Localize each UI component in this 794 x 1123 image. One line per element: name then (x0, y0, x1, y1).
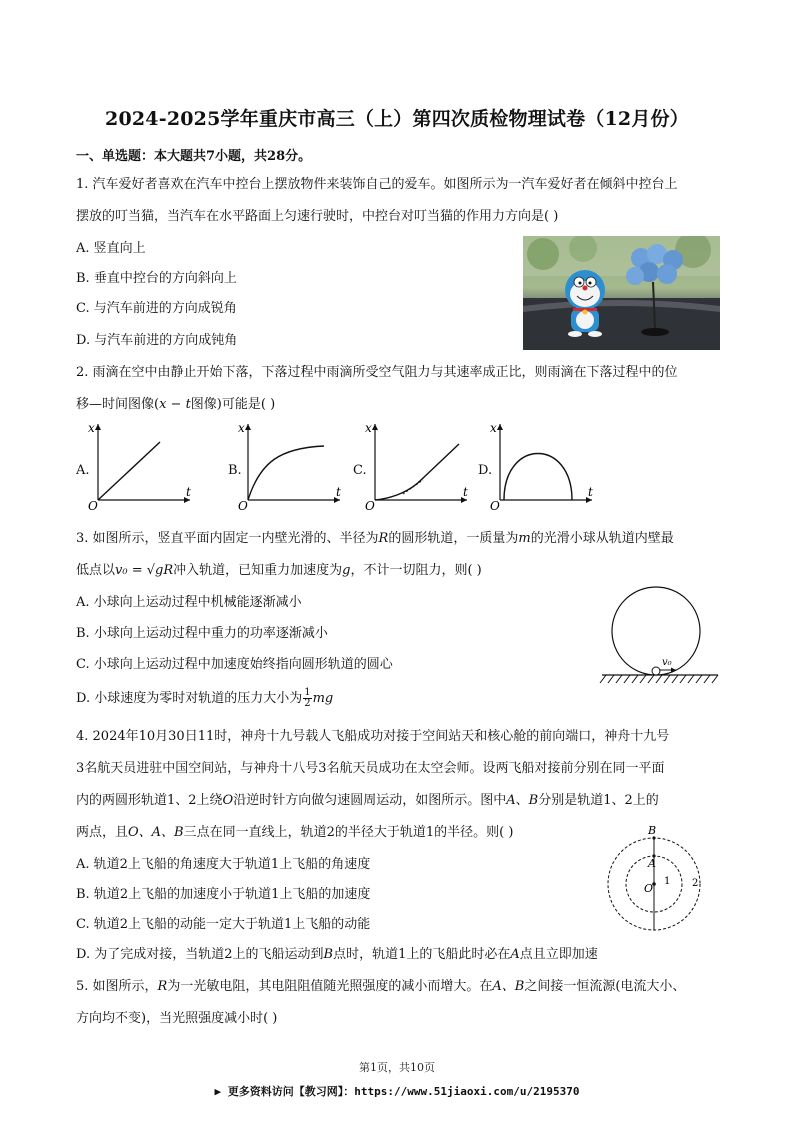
q5-stem-line1: 5. 如图所示，R为一光敏电阻，其电阻阻值随光照强度的减小而增大。在A、B之间接一恒流源(电流大小、 (76, 979, 686, 994)
q2-stem-line2: 移—时间图像(x − t图像)可能是( ) (76, 397, 276, 412)
q4-stem-line3: 内的两圆形轨道1、2上绕O沿逆时针方向做匀速圆周运动，如图所示。图中A、B分别是轨道1、2上的 (76, 793, 659, 808)
q4-option-c[interactable]: C. 轨道2上飞船的动能一定大于轨道1上飞船的动能 (76, 917, 371, 932)
q4-stem-line4: 两点，且O、A、B三点在同一直线上，轨道2的半径大于轨道1的半径。则( ) (76, 825, 514, 840)
q4-stem-line1: 4. 2024年10月30日11时，神舟十九号载人飞船成功对接于空间站天和核心舱的前向端口，神舟十九号 (76, 729, 670, 744)
q2-graph-c-xlabel: t (463, 485, 468, 499)
q2-stem-line1: 2. 雨滴在空中由静止开始下落，下落过程中雨滴所受空气阻力与其速率成正比，则雨滴在下落过程中的位 (76, 365, 678, 380)
section-heading: 一、单选题：本大题共7小题，共28分。 (76, 149, 312, 164)
q2-graph-b-origin: O (238, 499, 248, 510)
q1-stem-line1: 1. 汽车爱好者喜欢在汽车中控台上摆放物件来装饰自己的爱车。如图所示为一汽车爱好者在倾斜中控台上 (76, 177, 678, 192)
q3-option-c[interactable]: C. 小球向上运动过程中加速度始终指向圆形轨道的圆心 (76, 657, 393, 672)
q3-option-a[interactable]: A. 小球向上运动过程中机械能逐渐减小 (76, 595, 302, 610)
q2-graph-c-origin: O (365, 499, 375, 510)
q1-option-d[interactable]: D. 与汽车前进的方向成钝角 (76, 333, 238, 348)
q2-graph-c (365, 418, 475, 510)
q4-option-b[interactable]: B. 轨道2上飞船的加速度小于轨道1上飞船的加速度 (76, 887, 371, 902)
q4-figure-label-b: B (648, 824, 657, 837)
page-footer: 第1页，共10页 (359, 1061, 435, 1074)
q3-option-d[interactable]: D. 小球速度为零时对轨道的压力大小为 $\frac{1}{2}$ mg (76, 687, 334, 709)
q4-figure-label-o: O (644, 882, 654, 895)
q4-option-a[interactable]: A. 轨道2上飞船的角速度大于轨道1上飞船的角速度 (76, 857, 371, 872)
q2-graph-a-origin: O (88, 499, 98, 510)
q2-option-a-label[interactable]: A. (76, 463, 90, 478)
q3-stem-line1: 3. 如图所示，竖直平面内固定一内壁光滑的、半径为R的圆形轨道，一质量为m的光滑小球从轨道内壁最 (76, 531, 674, 546)
q2-option-b-label[interactable]: B. (228, 463, 242, 478)
q2-graph-d-xlabel: t (588, 485, 593, 499)
q2-graph-c-ylabel: x (365, 421, 372, 435)
q2-graph-a-xlabel: t (186, 485, 191, 499)
q2-graph-b (238, 418, 348, 510)
promo-link-bar[interactable]: ▶ 更多资料访问【教习网】：https://www.51jiaoxi.com/u/2195370 (214, 1085, 580, 1098)
q1-option-a[interactable]: A. 竖直向上 (76, 241, 146, 256)
q2-graph-d-origin: O (490, 499, 500, 510)
q2-graph-d (490, 418, 600, 510)
q4-figure-label-2: 2 (692, 878, 699, 889)
q2-graph-b-xlabel: t (336, 485, 341, 499)
q4-stem-line2: 3名航天员进驻中国空间站，与神舟十八号3名航天员成功在太空会师。设两飞船对接前分别在同一平面 (76, 761, 665, 776)
q3-option-b[interactable]: B. 小球向上运动过程中重力的功率逐渐减小 (76, 626, 328, 641)
q3-figure-circular-track (592, 586, 726, 690)
q2-graph-a-ylabel: x (88, 421, 95, 435)
q3-stem-line2: 低点以v₀ = √gR冲入轨道，已知重力加速度为g，不计一切阻力，则( ) (76, 563, 482, 578)
q4-figure-orbits (598, 820, 718, 940)
q3-figure-v0-label: v₀ (662, 657, 672, 668)
page-title: 2024-2025学年重庆市高三（上）第四次质检物理试卷（12月份） (105, 108, 689, 130)
q5-stem-line2: 方向均不变)，当光照强度减小时( ) (76, 1011, 278, 1026)
q4-figure-label-a: A (648, 857, 656, 870)
q1-option-c[interactable]: C. 与汽车前进的方向成锐角 (76, 301, 237, 316)
q1-photo-doraemon (523, 236, 720, 350)
q2-graph-d-ylabel: x (490, 421, 497, 435)
q4-option-d[interactable]: D. 为了完成对接，当轨道2上的飞船运动到B点时，轨道1上的飞船此时必在A点且立即加速 (76, 947, 598, 962)
q2-option-c-label[interactable]: C. (353, 463, 367, 478)
q2-option-d-label[interactable]: D. (478, 463, 493, 478)
q1-option-b[interactable]: B. 垂直中控台的方向斜向上 (76, 271, 237, 286)
q2-graph-a (88, 418, 198, 510)
q2-graph-b-ylabel: x (238, 421, 245, 435)
q1-stem-line2: 摆放的叮当猫，当汽车在水平路面上匀速行驶时，中控台对叮当猫的作用力方向是( ) (76, 209, 559, 224)
q4-figure-label-1: 1 (664, 876, 671, 887)
